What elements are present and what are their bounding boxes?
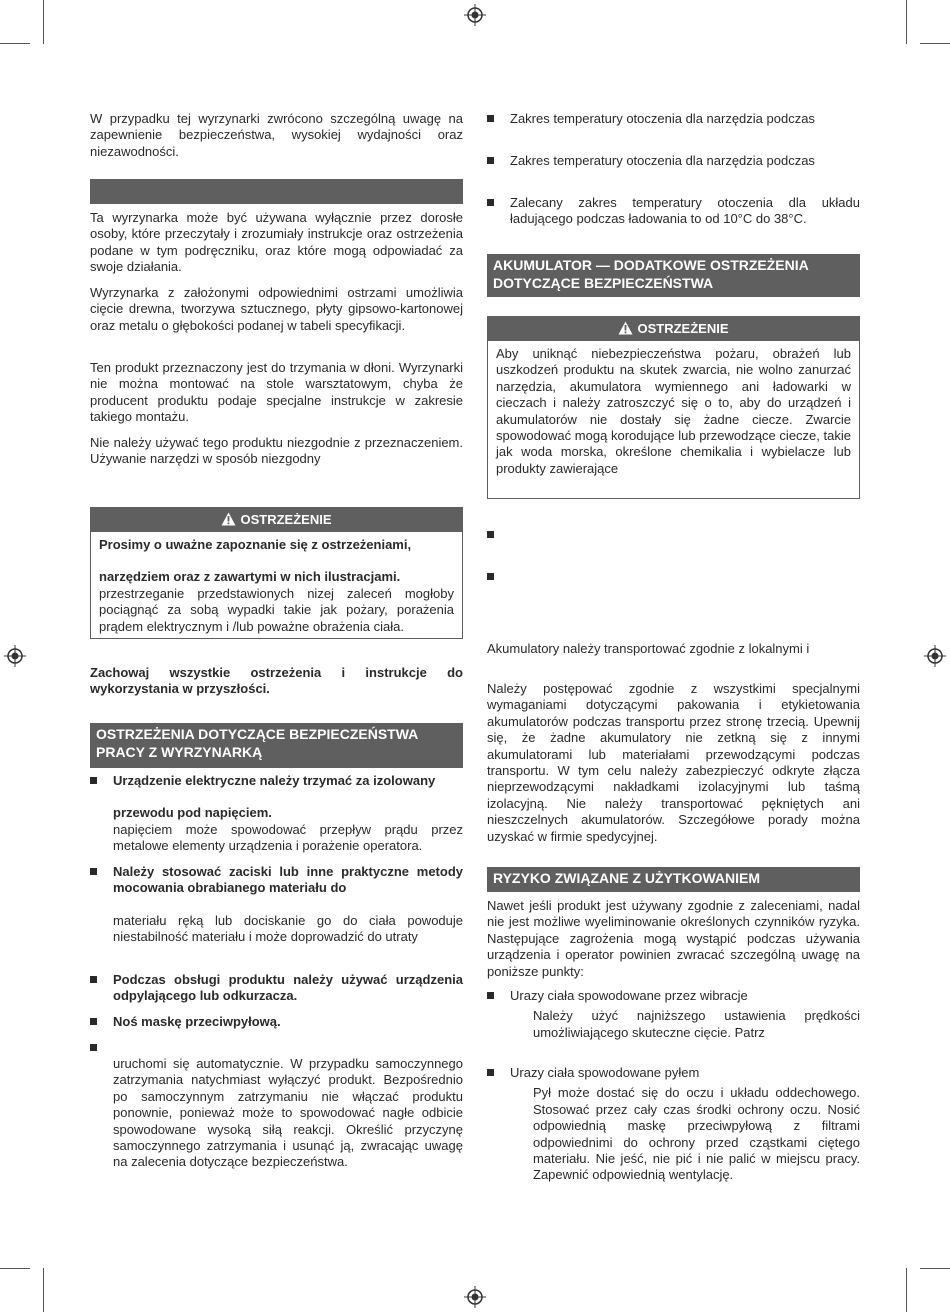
warning-body: [488, 341, 859, 483]
list-item: [487, 569, 860, 585]
paragraph-intended-users: Ta wyrzynarka może być używana wyłącznie przez dorosłe osoby, które przeczytały i zrozumiały instrukcje oraz ostrzeżenia podane w tym podręczniku, oraz które mogą odpowiadać za swoje działania.: [90, 210, 463, 275]
b2-bold: Należy stosować zaciski lub inne praktyczne metody mocowania obrabianego materiału do: [113, 864, 463, 896]
keep-instructions: Zachowaj wszystkie ostrzeżenia i instrukcje do wykorzystania w przyszłości.: [90, 665, 463, 697]
list-item: [487, 527, 860, 543]
bullet-icon: [487, 988, 497, 998]
bullet-icon: [487, 569, 497, 579]
crop-mark: [906, 1268, 907, 1312]
paragraph-cutting-capability: Wyrzynarka z założonymi odpowiednimi ostrzami umożliwia cięcie drewna, tworzywa sztucznego, płyty gipsowo-kartonowej oraz metalu o głębokości podanej w tabeli specyfikacji.: [90, 285, 463, 333]
warning-rest: przestrzeganie przedstawionych nizej zaleceń mogłoby pociągnąć za sobą wypadki takie jak pożary, porażenia prądem elektrycznym i /lub poważne obrażenia ciała.: [99, 585, 454, 634]
bullet-icon: [487, 527, 497, 537]
b1-bold2: przewodu pod napięciem.: [113, 805, 272, 821]
rb2-text: Zakres temperatury otoczenia dla narzędzia podczas: [510, 153, 815, 168]
r2-text: Pył może dostać się do oczu i układu oddechowego. Stosować przez cały czas środki ochrony oczu. Nosić odpowiednią maskę przeciwpyłową z filtrami odpowiednimi do ochrony przed cząstkami ciętego materiału. Nie jeść, nie pić i nie palić w miejscu pracy. Zapewnić odpowiednią wentylację.: [533, 1085, 860, 1183]
warning-line2: narzędziem oraz z zawartymi w nich ilustracjami.: [99, 569, 401, 585]
bullet-icon: [90, 1040, 100, 1050]
r1-title: Urazy ciała spowodowane przez wibracje: [510, 988, 748, 1003]
crop-mark: [920, 43, 950, 44]
warning-box: [487, 316, 860, 499]
section-heading-usage-risk: RYZYKO ZWIĄZANE Z UŻYTKOWANIEM: [487, 867, 860, 892]
b5-text: uruchomi się automatycznie. W przypadku samoczynnego zatrzymania natychmiast wyłączyć produkt. Bezpośrednio po samoczynnym zatrzymaniu nie włączać produktu ponownie, ponieważ może to spowodować nagłe odbicie spowodowane wysoką siłą reakcji. Określić przyczynę samoczynnego zatrzymania i usunąć ją, zwracając uwagę na zalecenia dotyczące bezpieczeństwa.: [113, 1056, 463, 1170]
bullet-icon: [90, 1014, 100, 1024]
rb1-text: Zakres temperatury otoczenia dla narzędzia podczas: [510, 111, 815, 126]
warning-title: OSTRZEŻENIE: [637, 321, 729, 336]
registration-mark-icon: [4, 645, 26, 667]
bullet-icon: [487, 1065, 497, 1075]
rb3-text: Zalecany zakres temperatury otoczenia dla układu ładującego podczas ładowania to od 10°C do 38°C.: [510, 195, 860, 227]
section-heading-battery: AKUMULATOR — DODATKOWE OSTRZEŻENIA DOTYCZĄCE BEZPIECZEŃSTWA: [487, 254, 860, 297]
crop-mark: [0, 43, 30, 44]
r1-text: Należy użyć najniższego ustawienia prędkości umożliwiającego skuteczne cięcie. Patrz: [533, 1008, 860, 1040]
bullet-icon: [90, 864, 100, 874]
crop-mark: [43, 0, 44, 44]
registration-mark-icon: [464, 1286, 486, 1308]
transport-paragraph-2: Należy postępować zgodnie z wszystkimi specjalnymi wymaganiami dotyczącymi pakowania i etykietowania akumulatorów podczas transportu przez stronę trzecią. Upewnij się, że żadne akumulatory nie zetkną się z innymi akumulatorami lub materiałami przewodzącymi podczas transportu. W tym celu należy zabezpieczyć odkryte złącza nieprzewodzącymi nakładkami izolacyjnymi lub taśmą izolacyjną. Nie należy transportować pękniętych ani nieszczelnych akumulatorów. Szczegółowe porady można uzyskać w firmie spedycyjnej.: [487, 681, 860, 844]
warning-line1: Prosimy o uważne zapoznanie się z ostrzeżeniami,: [99, 537, 412, 552]
paragraph-misuse: Nie należy używać tego produktu niezgodnie z przeznaczeniem. Używanie narzędzi w sposób niezgodny: [90, 435, 463, 467]
risk-intro: Nawet jeśli produkt jest używany zgodnie z zaleceniami, nadal nie jest możliwe wyeliminowanie określonych czynników ryzyka. Następujące zagrożenia mogą wystąpić podczas używania urządzenia i operator powinien zwracać szczególną uwagę na poniższe punkty:: [487, 898, 860, 979]
warning-box: [90, 507, 463, 639]
warning-body: [91, 532, 462, 641]
crop-mark: [906, 0, 907, 44]
intro-paragraph: W przypadku tej wyrzynarki zwrócono szczególną uwagę na zapewnienie bezpieczeństwa, wysokiej wydajności oraz niezawodności.: [90, 111, 463, 159]
b4-bold: Noś maskę przeciwpyłową.: [113, 1014, 281, 1029]
bullet-icon: [90, 972, 100, 982]
r2-title: Urazy ciała spowodowane pyłem: [510, 1065, 700, 1080]
section-heading-blank: [90, 179, 463, 204]
bullet-icon: [90, 773, 100, 783]
warning2-text: Aby uniknąć niebezpieczeństwa pożaru, obrażeń lub uszkodzeń produktu na skutek zwarcia, nie wolno zanurzać narzędzia, akumulatora wymiennego ani ładowarki w cieczach i należy zatroszczyć się o to, aby do urządzeń i akumulatorów nie dostały się żadne ciecze. Zwarcie spowodować mogą korodujące lub przewodzące ciecze, takie jak woda morska, określone chemikalia i wybielacze lub produkty zawierające: [496, 346, 851, 476]
bullet-icon: [487, 153, 497, 163]
warning-triangle-icon: [618, 321, 633, 335]
b1-text: napięciem może spowodować przepływ prądu przez metalowe elementy urządzenia i porażenie operatora.: [113, 821, 463, 854]
warning-title: OSTRZEŻENIE: [240, 512, 332, 527]
b3-bold: Podczas obsługi produktu należy używać urządzenia odpylającego lub odkurzacza.: [113, 972, 463, 1004]
registration-mark-icon: [924, 645, 946, 667]
crop-mark: [920, 1268, 950, 1269]
warning-header: [91, 508, 462, 532]
warning-triangle-icon: [221, 512, 236, 526]
crop-mark: [43, 1268, 44, 1312]
paragraph-handheld: Ten produkt przeznaczony jest do trzymania w dłoni. Wyrzynarki nie można montować na stole warsztatowym, chyba że producent produktu podaje specjalne instrukcje w zakresie takiego montażu.: [90, 360, 463, 425]
b2-text: materiału ręką lub dociskanie go do ciała powoduje niestabilność materiału i może doprowadzić do utraty: [113, 912, 463, 945]
b1-bold1: Urządzenie elektryczne należy trzymać za izolowany: [113, 773, 436, 788]
bullet-icon: [487, 195, 497, 205]
crop-mark: [0, 1268, 30, 1269]
transport-paragraph-1: Akumulatory należy transportować zgodnie z lokalnymi i: [487, 641, 810, 656]
bullet-icon: [487, 111, 497, 121]
section-heading-jigsaw-safety: OSTRZEŻENIA DOTYCZĄCE BEZPIECZEŃSTWA PRACY Z WYRZYNARKĄ: [90, 723, 463, 768]
warning-header: [488, 317, 859, 341]
registration-mark-icon: [464, 4, 486, 26]
